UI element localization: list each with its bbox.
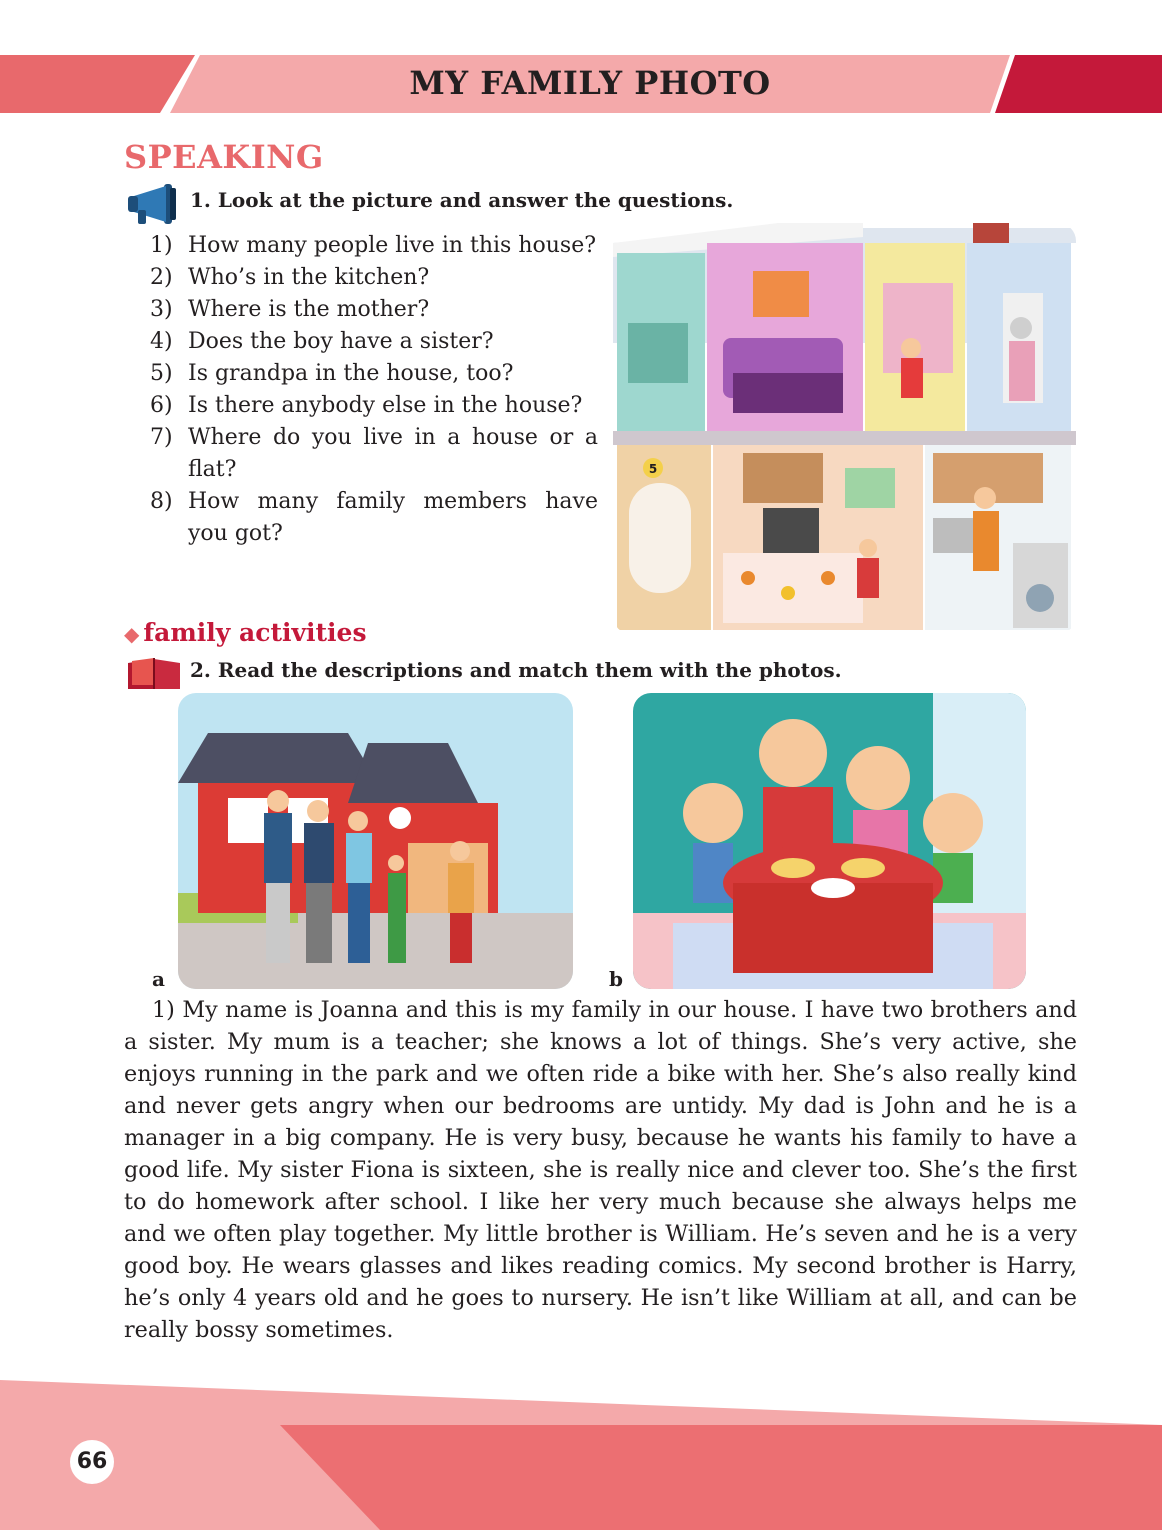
book-icon — [126, 655, 182, 691]
question-item — [150, 358, 598, 390]
question-item — [150, 326, 598, 358]
question-number: 8) — [150, 489, 173, 514]
task1-instruction: 1. Look at the picture and answer the questions. — [190, 188, 734, 212]
question-list — [150, 230, 598, 550]
question-text: How many people live in this house? — [188, 233, 597, 258]
question-number: 3) — [150, 297, 173, 322]
family-house-photo — [178, 693, 573, 989]
question-text: Where is the mother? — [188, 297, 430, 322]
question-item — [150, 486, 598, 550]
question-item — [150, 390, 598, 422]
section-subtitle-text: family activities — [143, 618, 367, 647]
question-number: 6) — [150, 393, 173, 418]
question-text: Who’s in the kitchen? — [188, 265, 430, 290]
photo-b-label: b — [609, 967, 623, 991]
question-number: 1) — [150, 233, 173, 258]
question-number: 7) — [150, 425, 173, 450]
page-number: 66 — [70, 1440, 114, 1484]
family-dinner-photo — [633, 693, 1026, 989]
task2-instruction: 2. Read the descriptions and match them with the photos. — [190, 658, 842, 682]
question-item — [150, 294, 598, 326]
footer-band — [0, 1380, 1162, 1530]
speaking-heading: SPEAKING — [124, 138, 324, 176]
room-number-sign: 5 — [648, 462, 658, 476]
diamond-bullet-icon: ◆ — [124, 622, 140, 646]
question-number: 4) — [150, 329, 173, 354]
question-text: How many family members have you got? — [188, 489, 598, 546]
photo-a-label: a — [152, 967, 165, 991]
question-text: Is there anybody else in the house? — [188, 393, 583, 418]
question-number: 5) — [150, 361, 173, 386]
question-text: Does the boy have a sister? — [188, 329, 494, 354]
question-text: Where do you live in a house or a flat? — [188, 425, 598, 482]
question-number: 2) — [150, 265, 173, 290]
question-item — [150, 230, 598, 262]
house-cutaway-picture — [613, 223, 1076, 634]
question-item — [150, 422, 598, 486]
page-title: MY FAMILY PHOTO — [409, 64, 771, 102]
section-subtitle — [124, 618, 367, 647]
question-text: Is grandpa in the house, too? — [188, 361, 514, 386]
megaphone-icon — [126, 182, 178, 226]
description-paragraph: 1) My name is Joanna and this is my family in our house. I have two brothers and a sister. My mum is a teacher; she knows a lot of things. She’s very active, she enjoys running in the park and we often ride a bike with her. She’s also really kind and never gets angry when our bedrooms are untidy. My dad is John and he is a manager in a big company. He is very busy, because he wants his family to have a good life. My sister Fiona is sixteen, she is really nice and clever too. She’s the first to do homework after school. I like her very much because she always helps me and we often play together. My little brother is William. He’s seven and he is a very good boy. He wears glasses and likes reading comics. My second brother is Harry, he’s only 4 years old and he goes to nursery. He isn’t like William at all, and can be really bossy sometimes. — [124, 997, 1077, 1343]
question-item — [150, 262, 598, 294]
